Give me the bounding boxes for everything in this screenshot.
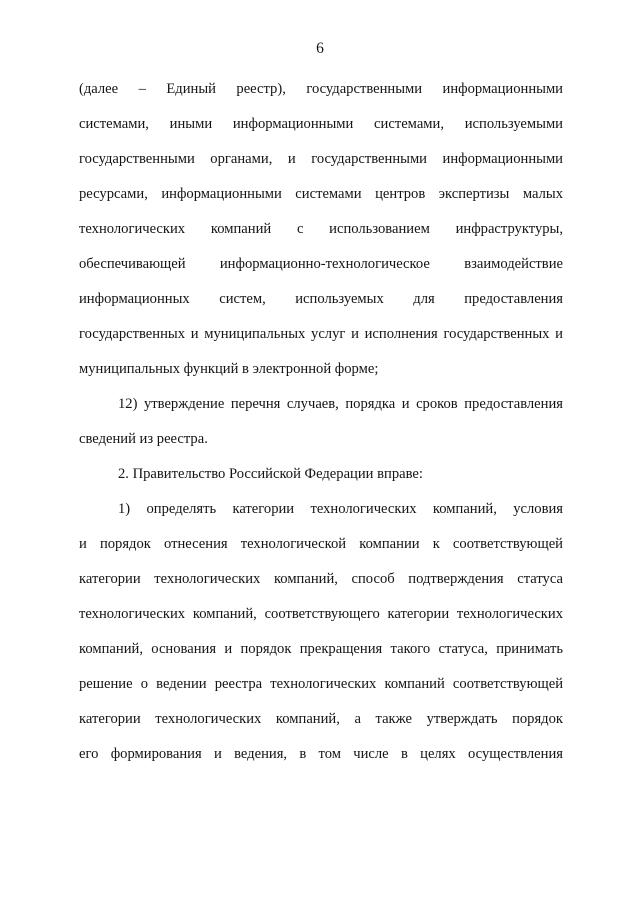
text-line: 2. Правительство Российской Федерации вправе:: [118, 466, 423, 482]
page-number: 6: [316, 40, 324, 57]
text-line: 1) определять категории технологических компаний, условия: [118, 501, 563, 517]
text-line: технологических компаний с использованием инфраструктуры,: [79, 221, 563, 237]
text-line: государственными органами, и государственными информационными: [79, 151, 563, 167]
text-line: ресурсами, информационными системами центров экспертизы малых: [79, 186, 563, 202]
text-line: информационных систем, используемых для предоставления: [79, 291, 563, 307]
text-line: решение о ведении реестра технологических компаний соответствующей: [79, 676, 563, 692]
text-line: компаний, основания и порядок прекращения такого статуса, принимать: [79, 641, 563, 657]
text-line: (далее – Единый реестр), государственными информационными: [79, 81, 563, 97]
text-line: обеспечивающей информационно-технологическое взаимодействие: [79, 256, 563, 272]
text-line: и порядок отнесения технологической компании к соответствующей: [79, 536, 563, 552]
text-line: категории технологических компаний, а также утверждать порядок: [79, 711, 563, 727]
text-line: системами, иными информационными системами, используемыми: [79, 116, 563, 132]
text-line: 12) утверждение перечня случаев, порядка и сроков предоставления: [118, 396, 563, 412]
text-line: категории технологических компаний, способ подтверждения статуса: [79, 571, 563, 587]
text-line: муниципальных функций в электронной форме;: [79, 361, 379, 377]
text-line: технологических компаний, соответствующего категории технологических: [79, 606, 563, 622]
text-line: его формирования и ведения, в том числе в целях осуществления: [79, 746, 563, 762]
text-line: сведений из реестра.: [79, 431, 208, 447]
text-line: государственных и муниципальных услуг и исполнения государственных и: [79, 326, 563, 342]
